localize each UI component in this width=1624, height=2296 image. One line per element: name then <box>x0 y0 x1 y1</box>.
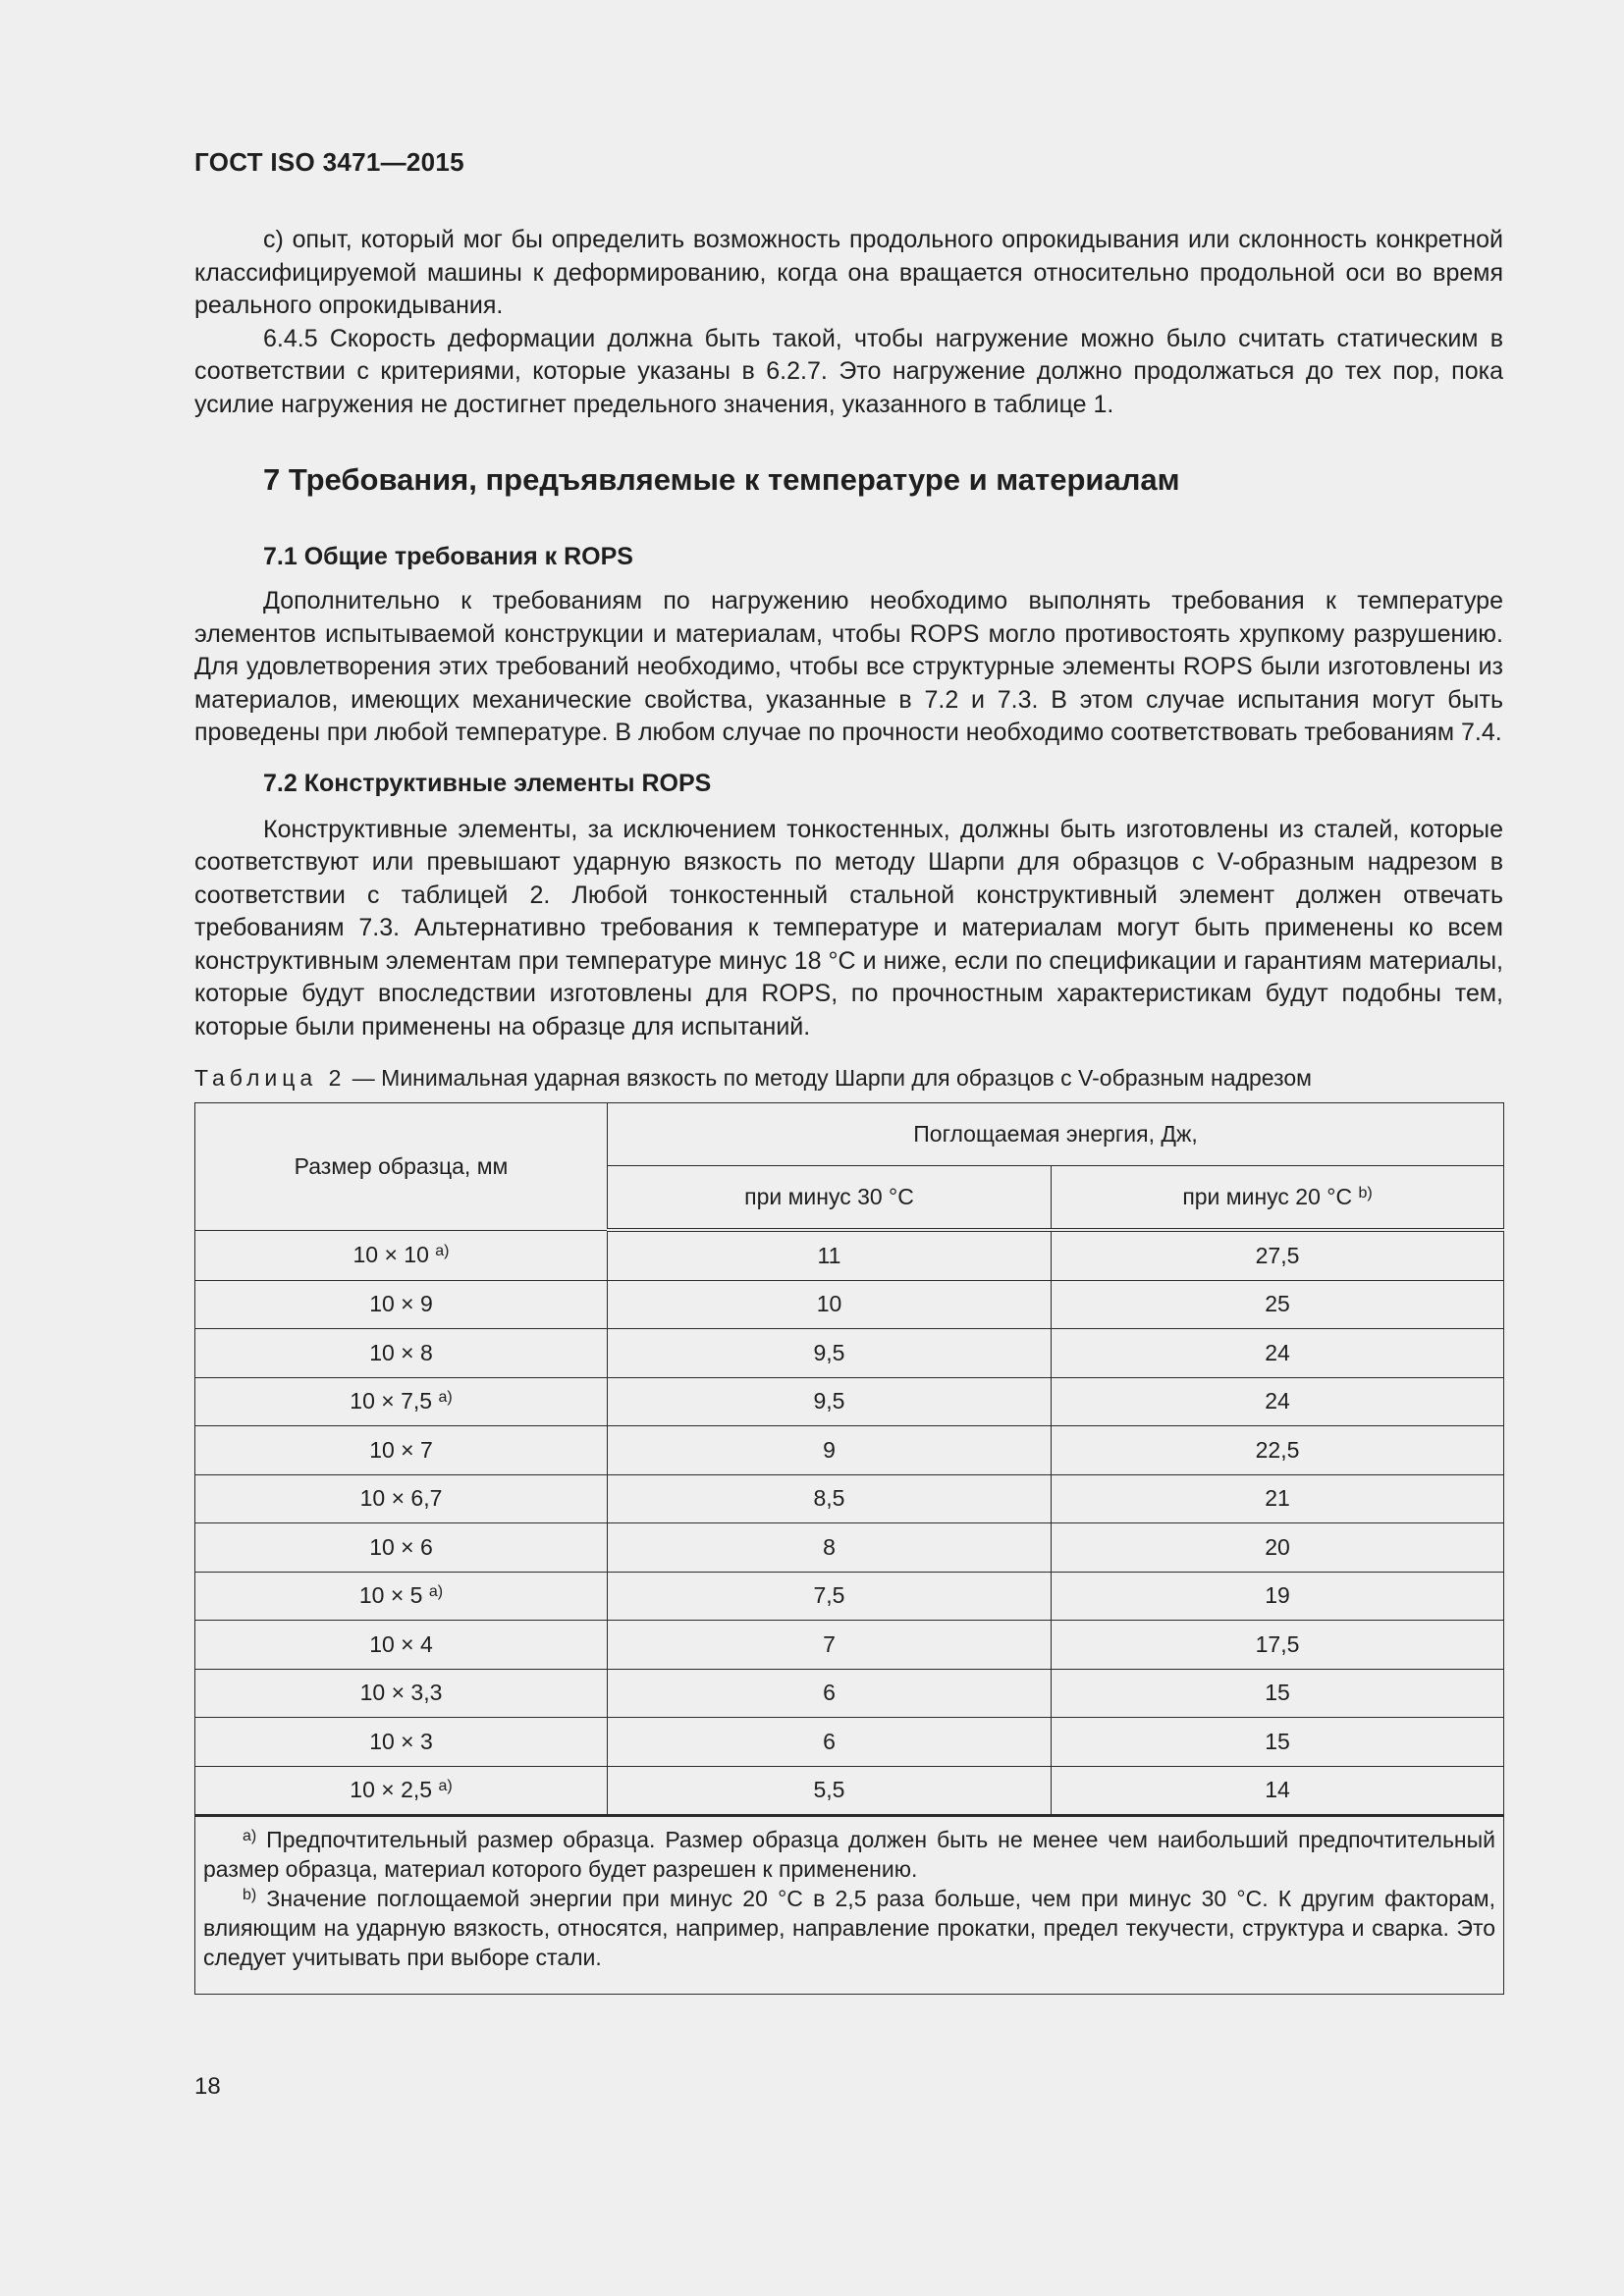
sample-size-value: 10 × 2,5 <box>350 1777 433 1803</box>
footnote-b-text: Значение поглощаемой энергии при минус 20 °C в 2,5 раза больше, чем при минус 30 °C. К другим факторам, влияющим на ударную вязкость, относятся, например, направление прокатки, предел текучести, структура и сварка. Это следует учитывать при выборе стали. <box>203 1886 1496 1970</box>
paragraph-item-c: c) опыт, который мог бы определить возможность продольного опрокидывания или склонность конкретной классифицируемой машины к деформированию, когда она вращается относительно продольной оси во время реального опрокидывания. <box>194 226 1503 319</box>
cell-energy-minus-30: 9 <box>608 1426 1052 1475</box>
footnote-mark: a) <box>438 1389 453 1407</box>
sample-size-value: 10 × 5 <box>358 1582 423 1609</box>
table-row <box>195 1669 1504 1718</box>
cell-sample-size <box>195 1377 608 1426</box>
sample-size-value: 10 × 3 <box>369 1728 433 1754</box>
cell-energy-minus-30: 7 <box>608 1621 1052 1670</box>
cell-energy-minus-30: 10 <box>608 1280 1052 1329</box>
cell-energy-minus-20: 14 <box>1052 1766 1504 1816</box>
cell-energy-minus-30: 9,5 <box>608 1377 1052 1426</box>
document-code-header: ГОСТ ISO 3471—2015 <box>194 147 464 177</box>
table-row <box>195 1621 1504 1670</box>
cell-sample-size <box>195 1669 608 1718</box>
cell-sample-size <box>195 1426 608 1475</box>
cell-sample-size <box>195 1523 608 1573</box>
cell-energy-minus-20: 15 <box>1052 1669 1504 1718</box>
cell-energy-minus-20: 19 <box>1052 1572 1504 1621</box>
table-row <box>195 1718 1504 1767</box>
cell-energy-minus-20: 17,5 <box>1052 1621 1504 1670</box>
table-row <box>195 1572 1504 1621</box>
footnote-a-mark: a) <box>243 1828 257 1844</box>
table-row <box>195 1329 1504 1378</box>
header-minus-20-footnote-mark: b) <box>1358 1185 1373 1201</box>
cell-energy-minus-20: 25 <box>1052 1280 1504 1329</box>
cell-energy-minus-30: 7,5 <box>608 1572 1052 1621</box>
footnote-mark: a) <box>438 1778 453 1795</box>
cell-sample-size <box>195 1474 608 1523</box>
cell-energy-minus-20: 21 <box>1052 1474 1504 1523</box>
table-row <box>195 1377 1504 1426</box>
footnote-mark: a) <box>435 1243 450 1259</box>
subsection-7-1-title: 7.1 Общие требования к ROPS <box>263 543 633 570</box>
table-row <box>195 1766 1504 1816</box>
table-2-caption <box>194 1063 1503 1093</box>
header-sample-size: Размер образца, мм <box>195 1103 608 1231</box>
footnote-a-text: Предпочтительный размер образца. Размер образца должен быть не менее чем наибольший предпочтительный размер образца, материал которого будет разрешен к применению. <box>203 1827 1496 1882</box>
sample-size-value: 10 × 3,3 <box>359 1680 443 1706</box>
paragraph-7-2: Конструктивные элементы, за исключением тонкостенных, должны быть изготовлены из сталей, которые соответствуют или превышают ударную вязкость по методу Шарпи для образцов с V-образным надрезом в соответствии с таблицей 2. Любой тонкостенный стальной конструктивный элемент должен отвечать требованиям 7.3. Альтернативно требования к температуре и материалам могут быть применены ко всем конструктивным элементам при температуре минус 18 °C и ниже, если по спецификации и гарантиям материалы, которые будут впоследствии изготовлены для ROPS, по прочностным характеристикам будут подобны тем, которые были применены на образце для испытаний. <box>194 815 1503 1041</box>
cell-energy-minus-20: 22,5 <box>1052 1426 1504 1475</box>
footnote-b <box>203 1884 1495 1972</box>
sample-size-value: 10 × 4 <box>369 1630 433 1657</box>
header-minus-30: при минус 30 °C <box>608 1166 1052 1231</box>
cell-energy-minus-30: 11 <box>608 1230 1052 1280</box>
header-minus-20 <box>1052 1166 1504 1231</box>
page-content <box>194 224 1503 1995</box>
cell-energy-minus-30: 5,5 <box>608 1766 1052 1816</box>
sample-size-value: 10 × 9 <box>369 1291 433 1317</box>
footnote-b-mark: b) <box>243 1887 257 1903</box>
header-absorbed-energy: Поглощаемая энергия, Дж, <box>608 1103 1504 1166</box>
cell-sample-size <box>195 1621 608 1670</box>
cell-energy-minus-30: 8 <box>608 1523 1052 1573</box>
table-caption-text: — Минимальная ударная вязкость по методу Шарпи для образцов с V-образным надрезом <box>346 1065 1312 1091</box>
cell-sample-size <box>195 1280 608 1329</box>
paragraph-7-1: Дополнительно к требованиям по нагружению необходимо выполнять требования к температуре элементов испытываемой конструкции и материалам, чтобы ROPS могло противостоять хрупкому разрушению. Для удовлетворения этих требований необходимо, чтобы все структурные элементы ROPS были изготовлены из материалов, имеющих механические свойства, указанные в 7.2 и 7.3. В этом случае испытания могут быть проведены при любой температуре. В любом случае по прочности необходимо соответствовать требованиям 7.4. <box>194 587 1503 746</box>
table-row <box>195 1230 1504 1280</box>
cell-energy-minus-20: 24 <box>1052 1377 1504 1426</box>
table-row <box>195 1426 1504 1475</box>
sample-size-value: 10 × 10 <box>352 1242 429 1267</box>
sample-size-value: 10 × 7 <box>369 1436 433 1463</box>
cell-energy-minus-20: 15 <box>1052 1718 1504 1767</box>
cell-sample-size <box>195 1572 608 1621</box>
cell-energy-minus-30: 6 <box>608 1669 1052 1718</box>
footnote-a <box>203 1825 1495 1884</box>
subsection-7-2-title: 7.2 Конструктивные элементы ROPS <box>263 769 712 797</box>
sample-size-value: 10 × 6 <box>369 1533 433 1560</box>
sample-size-value: 10 × 8 <box>369 1339 433 1365</box>
cell-sample-size <box>195 1718 608 1767</box>
cell-energy-minus-30: 9,5 <box>608 1329 1052 1378</box>
cell-sample-size <box>195 1329 608 1378</box>
table-row <box>195 1523 1504 1573</box>
sample-size-value: 10 × 6,7 <box>359 1485 443 1512</box>
cell-energy-minus-20: 27,5 <box>1052 1230 1504 1280</box>
sample-size-value: 10 × 7,5 <box>350 1388 433 1415</box>
page-number: 18 <box>194 2073 221 2100</box>
paragraph-6-4-5: 6.4.5 Скорость деформации должна быть такой, чтобы нагружение можно было считать статическим в соответствии с критериями, которые указаны в 6.2.7. Это нагружение должно продолжаться до тех пор, пока усилие нагружения не достигнет предельного значения, указанного в таблице 1. <box>194 324 1503 418</box>
table-row <box>195 1474 1504 1523</box>
table-2 <box>194 1102 1504 1995</box>
table-caption-label: Таблица 2 <box>194 1065 347 1091</box>
footnote-mark: a) <box>428 1583 444 1601</box>
cell-energy-minus-30: 8,5 <box>608 1474 1052 1523</box>
cell-energy-minus-20: 20 <box>1052 1523 1504 1573</box>
table-body <box>195 1230 1504 1816</box>
cell-energy-minus-30: 6 <box>608 1718 1052 1767</box>
table-footnotes <box>195 1816 1504 1995</box>
cell-energy-minus-20: 24 <box>1052 1329 1504 1378</box>
header-minus-20-label: при минус 20 °C <box>1182 1184 1353 1209</box>
cell-sample-size <box>195 1230 608 1280</box>
table-row <box>195 1280 1504 1329</box>
cell-sample-size <box>195 1766 608 1816</box>
section-7-title: 7 Требования, предъявляемые к температуре и материалам <box>263 462 1180 497</box>
